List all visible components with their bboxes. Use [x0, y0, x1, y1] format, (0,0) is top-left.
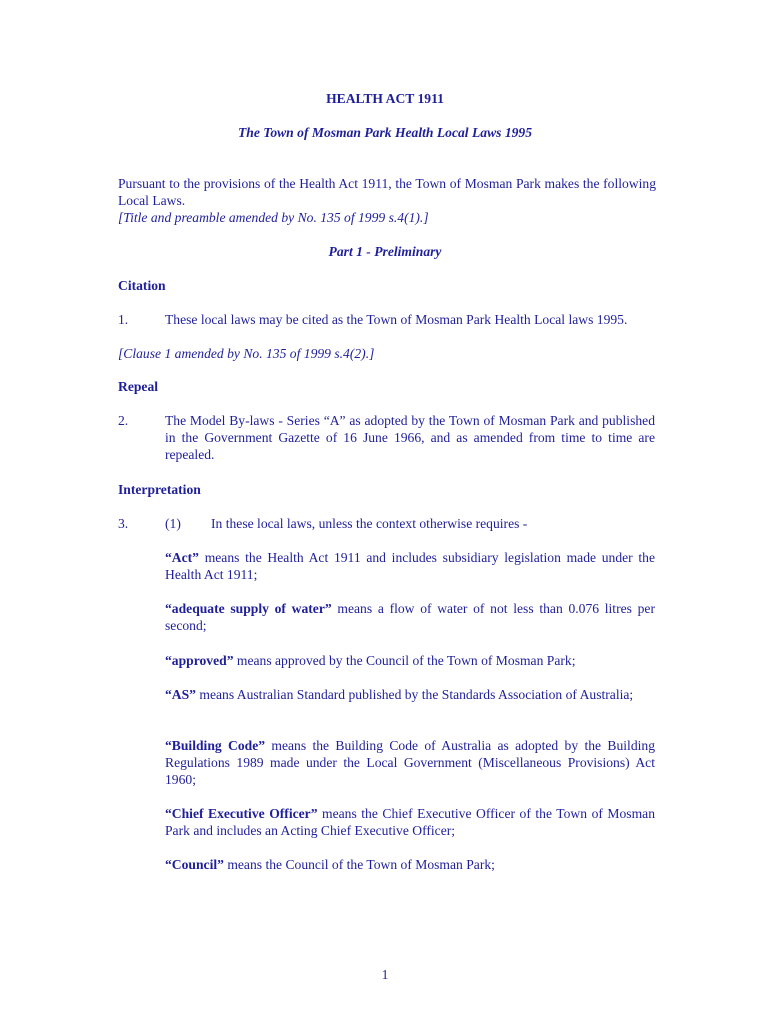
part-heading: Part 1 - Preliminary: [328, 244, 442, 259]
act-title: HEALTH ACT 1911: [326, 91, 444, 106]
definition-term: “AS”: [165, 687, 196, 702]
definition-term: “Building Code”: [165, 738, 266, 753]
definition-as: [165, 686, 655, 703]
definition-text: means the Building Code of Australia as adopted by the Building Regulations 1989 made under the Local Government (Miscellaneous Provisions) Act 1960;: [165, 738, 655, 787]
definition-act: [165, 549, 655, 583]
definition-text: means Australian Standard published by the Standards Association of Australia;: [195, 687, 634, 702]
preamble-amendment: [Title and preamble amended by No. 135 of 1999 s.4(1).]: [118, 210, 429, 225]
definition-text: means the Council of the Town of Mosman Park;: [223, 857, 495, 872]
citation-heading: Citation: [118, 278, 166, 293]
preamble-text: Pursuant to the provisions of the Health Act 1911, the Town of Mosman Park makes the following Local Laws.: [118, 176, 656, 208]
interpretation-subnumber: (1): [165, 516, 181, 531]
definition-text: means the Chief Executive Officer of the Town of Mosman Park and includes an Acting Chief Executive Officer;: [165, 806, 655, 838]
definition-approved: [165, 652, 655, 669]
definition-term: “adequate supply of water”: [165, 601, 332, 616]
interpretation-heading: Interpretation: [118, 482, 201, 497]
definition-text: means the Health Act 1911 and includes subsidiary legislation made under the Health Act 1911;: [165, 550, 655, 582]
definition-text: means approved by the Council of the Town of Mosman Park;: [233, 653, 576, 668]
definition-term: “Council”: [165, 857, 224, 872]
page-number: 1: [381, 967, 389, 982]
repeal-number: 2.: [118, 413, 129, 428]
repeal-text: The Model By-laws - Series “A” as adopted by the Town of Mosman Park and published in the Government Gazette of 16 June 1966, and as amended from time to time are repealed.: [165, 413, 655, 462]
laws-title: The Town of Mosman Park Health Local Laws 1995: [237, 125, 533, 140]
definition-term: “Chief Executive Officer”: [165, 806, 318, 821]
citation-amendment: [Clause 1 amended by No. 135 of 1999 s.4(2).]: [118, 346, 375, 361]
definition-adequate-supply-of-water: [165, 600, 655, 634]
citation-number: 1.: [118, 312, 129, 327]
definition-chief-executive-officer: [165, 805, 655, 839]
definition-text: means a flow of water of not less than 0.076 litres per second;: [165, 601, 655, 633]
definition-council: [165, 856, 655, 873]
definition-term: “Act”: [165, 550, 199, 565]
interpretation-number: 3.: [118, 516, 129, 531]
repeal-heading: Repeal: [118, 379, 159, 394]
definition-building-code: [165, 737, 655, 788]
definition-term: “approved”: [165, 653, 234, 668]
interpretation-intro: In these local laws, unless the context otherwise requires -: [211, 516, 528, 531]
citation-text: These local laws may be cited as the Town of Mosman Park Health Local laws 1995.: [165, 312, 628, 327]
